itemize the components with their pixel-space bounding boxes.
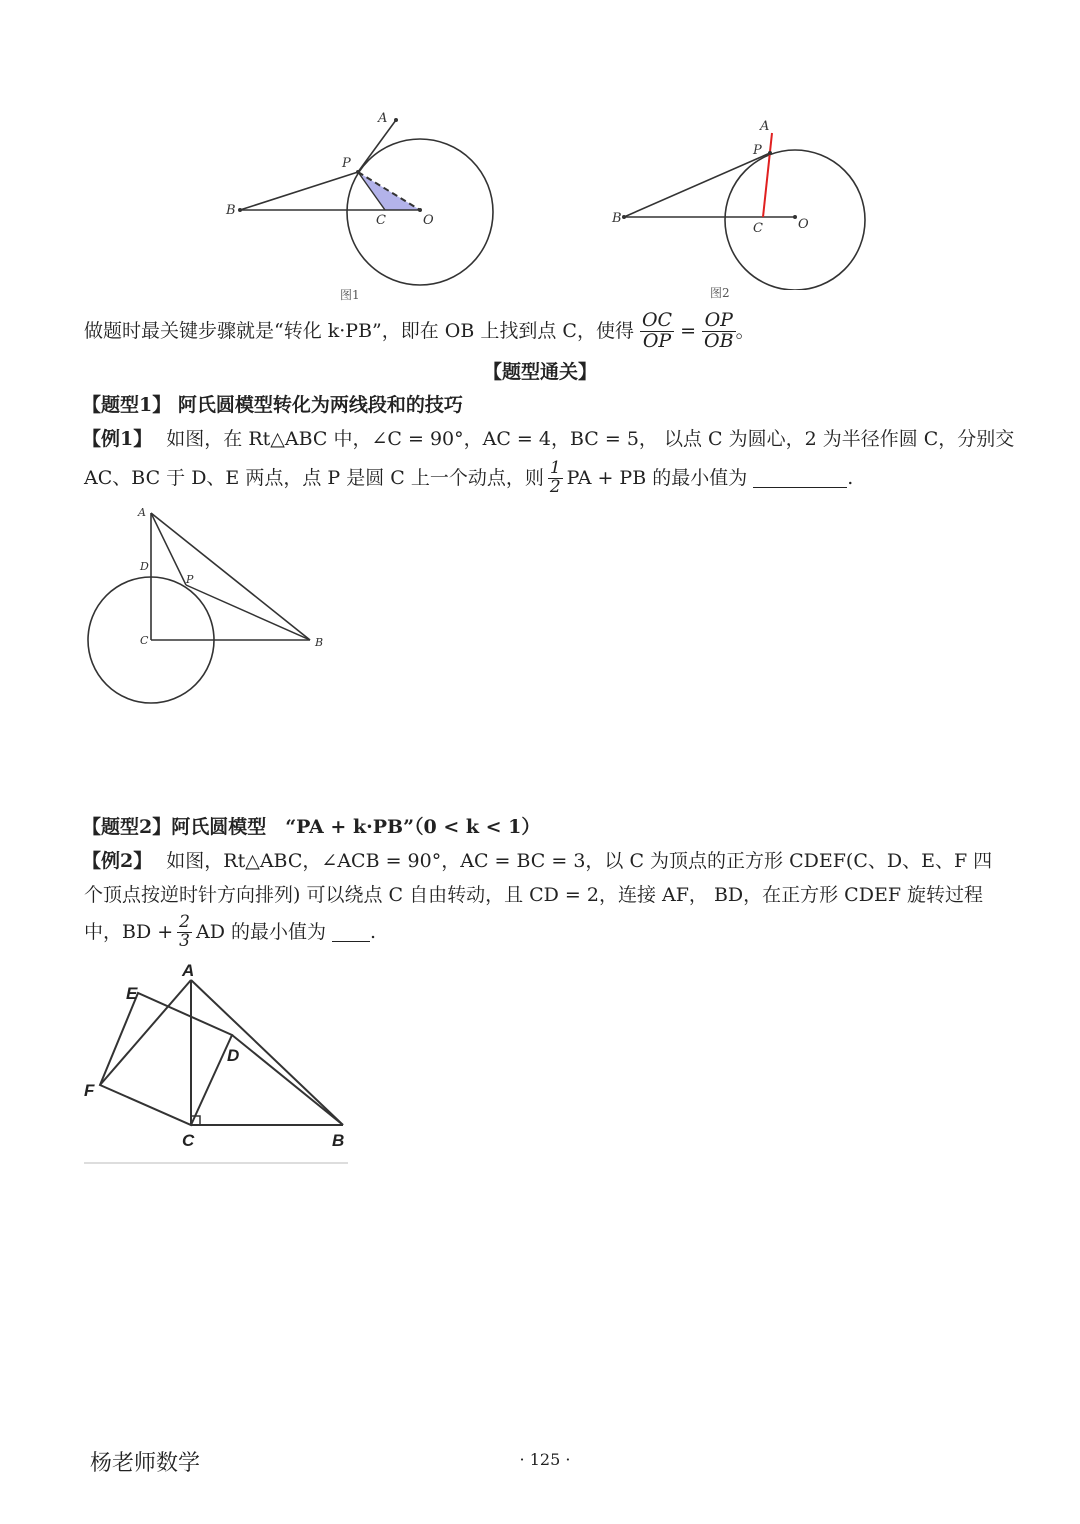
example1-figure xyxy=(80,500,340,710)
ex2-square-CDEF xyxy=(100,993,232,1125)
example2-line3-end: . xyxy=(369,920,377,943)
page-number: · 125 · xyxy=(519,1450,571,1469)
key-step-line xyxy=(84,308,755,354)
example1-line2-pre: AC、BC 于 D、E 两点，点 P 是圆 C 上一个动点，则 xyxy=(84,466,544,489)
example2-line3-post: AD 的最小值为 xyxy=(195,920,326,943)
fig2-caption: 图2 xyxy=(710,286,730,300)
ex1-line-PB xyxy=(186,585,310,640)
fig1-label-O: O xyxy=(423,213,434,228)
fig1-label-P: P xyxy=(342,156,351,171)
example2-label: 【例2】 xyxy=(82,850,153,872)
ex1-label-A: A xyxy=(138,506,146,519)
fig2-label-O: O xyxy=(798,217,809,232)
fig1-label-A: A xyxy=(378,111,388,126)
example2-line2: 个顶点按逆时针方向排列) 可以绕点 C 自由转动，且 CD = 2，连接 AF， BD，在正方形 CDEF 旋转过程 xyxy=(84,884,984,906)
example1-line2-end: . xyxy=(847,466,854,489)
fig2-label-B: B xyxy=(612,211,622,226)
fig2-label-C: C xyxy=(753,221,763,236)
ex1-label-C: C xyxy=(140,634,149,647)
example2-line1 xyxy=(82,852,992,871)
example2-line3-pre: 中，BD + xyxy=(84,920,174,943)
example2-answer-blank xyxy=(332,923,370,942)
ex2-label-E: E xyxy=(126,984,138,1003)
fig1-label-C: C xyxy=(376,213,386,228)
frac1-denominator: OP xyxy=(642,329,672,352)
frac2-numerator: OP xyxy=(702,311,736,332)
example1-fraction xyxy=(548,457,563,497)
fig2-red-line xyxy=(763,133,772,217)
fig1-caption: 图1 xyxy=(340,288,360,302)
ex2-line-AB xyxy=(191,980,343,1125)
figure-2 xyxy=(600,110,880,290)
example1-answer-blank xyxy=(753,469,847,488)
figure-1 xyxy=(220,100,510,290)
ex1-label-D: D xyxy=(140,560,149,573)
ex2-label-F: F xyxy=(84,1081,95,1100)
fig2-label-P: P xyxy=(753,143,762,158)
example1-line2-post: PA + PB 的最小值为 xyxy=(566,466,748,489)
fig1-line-BP xyxy=(240,172,358,210)
example1-line1 xyxy=(82,430,1014,449)
example2-line1-text: 如图，Rt△ABC，∠ACB = 90°，AC = BC = 3，以 C 为顶点的正方形 CDEF(C、D、E、F 四 xyxy=(166,850,993,872)
example1-frac-numerator: 1 xyxy=(549,457,561,478)
ex1-line-AP xyxy=(151,513,186,585)
example1-frac-denominator: 2 xyxy=(549,476,561,497)
example2-frac-numerator: 2 xyxy=(179,911,190,932)
key-step-end: 。 xyxy=(735,319,755,342)
section-title: 【题型通关】 xyxy=(482,361,597,383)
type1-heading: 【题型1】 阿氏圆模型转化为两线段和的技巧 xyxy=(82,394,463,416)
frac1-numerator: OC xyxy=(641,308,673,331)
frac2-denominator: OB xyxy=(704,329,734,352)
example2-frac-denominator: 3 xyxy=(179,930,190,951)
ex2-line-BD xyxy=(232,1035,343,1125)
ex2-label-C: C xyxy=(182,1131,195,1150)
example2-fraction xyxy=(177,911,192,951)
fig1-label-B: B xyxy=(226,203,236,218)
key-step-fraction-1 xyxy=(640,308,674,352)
fig2-label-A: A xyxy=(760,119,770,134)
key-step-text: 做题时最关键步骤就是“转化 k·PB”，即在 OB 上找到点 C，使得 xyxy=(84,319,634,342)
ex2-label-B: B xyxy=(332,1131,345,1150)
ex2-label-A: A xyxy=(182,961,195,980)
example1-line1-text: 如图，在 Rt△ABC 中，∠C = 90°，AC = 4，BC = 5， 以点 C 为圆心，2 为半径作圆 C，分别交 xyxy=(166,428,1015,450)
type2-heading: 【题型2】阿氏圆模型 “PA + k·PB”（0 < k < 1） xyxy=(82,816,541,838)
ex1-label-B: B xyxy=(315,636,324,649)
fig2-line-BP xyxy=(624,153,770,217)
ex1-line-AB xyxy=(151,513,310,640)
example1-line2 xyxy=(84,456,853,500)
ex2-label-D: D xyxy=(227,1046,240,1065)
example1-label: 【例1】 xyxy=(82,428,153,450)
fig2-circle xyxy=(725,150,865,290)
example2-line3 xyxy=(84,910,376,954)
key-step-fraction-2 xyxy=(702,308,736,352)
key-step-equals: = xyxy=(680,319,697,342)
ex1-label-P: P xyxy=(186,573,194,586)
example2-figure xyxy=(80,955,360,1170)
footer-author: 杨老师数学 xyxy=(90,1451,201,1476)
